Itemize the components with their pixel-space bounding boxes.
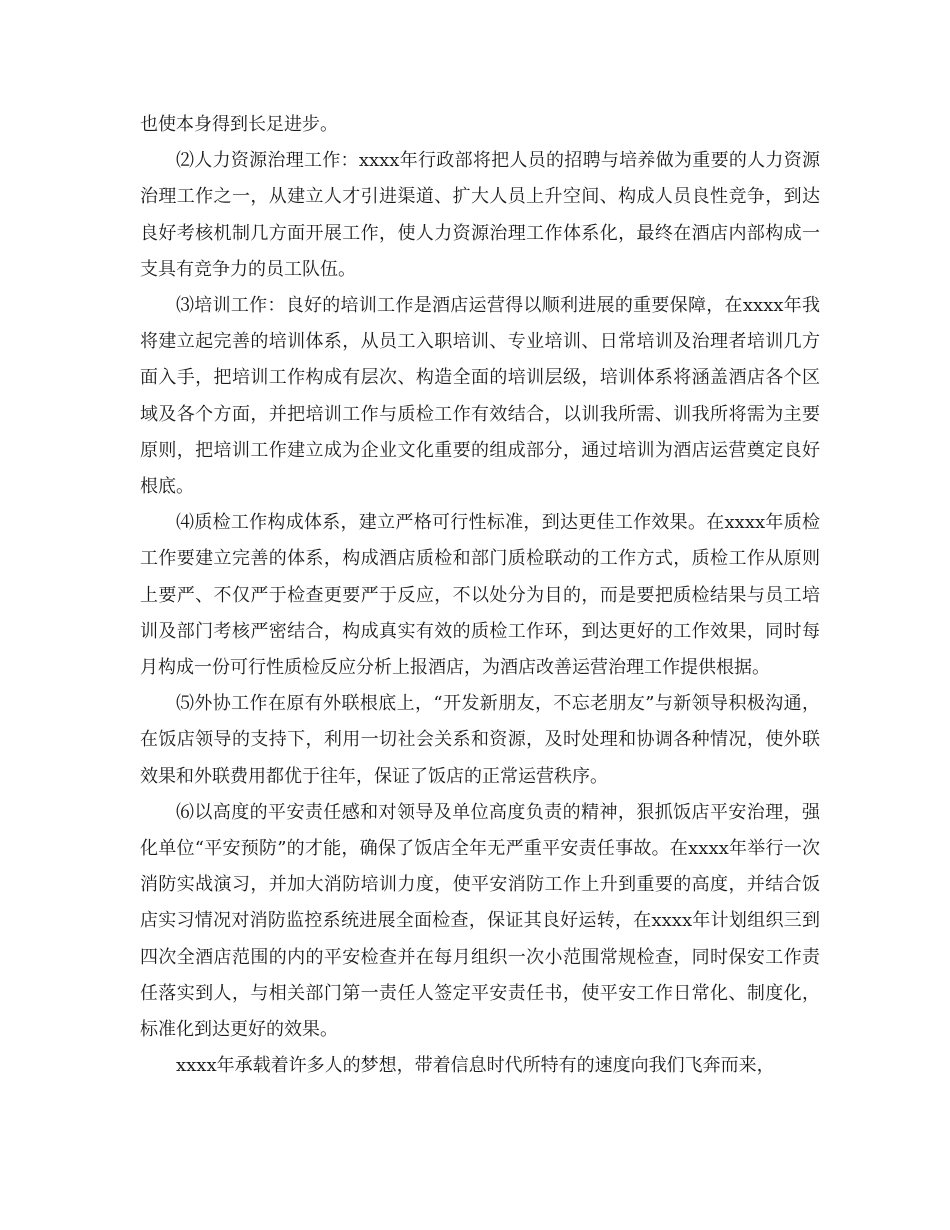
paragraph-external-affairs: ⑸外协工作在原有外联根底上，“开发新朋友，不忘老朋友”与新领导积极沟通，在饭店领导的支持下，利用一切社会关系和资源，及时处理和协调各种情况，使外联效果和外联费用都优于往年，保证了饭店的正常运营秩序。 <box>140 693 820 787</box>
paragraph-hr-management: ⑵人力资源治理工作：xxxx年行政部将把人员的招聘与培养做为重要的人力资源治理工作之一，从建立人才引进渠道、扩大人员上升空间、构成人员良性竞争，到达良好考核机制几方面开展工作，使人力资源治理工作体系化，最终在酒店内部构成一支具有竞争力的员工队伍。 <box>140 150 820 280</box>
paragraph-outlook: xxxx年承载着许多人的梦想，带着信息时代所特有的速度向我们飞奔而来， <box>176 1055 775 1077</box>
document-page <box>140 107 820 1084</box>
paragraph-quality-inspection: ⑷质检工作构成体系，建立严格可行性标准，到达更佳工作效果。在xxxx年质检工作要建立完善的体系，构成酒店质检和部门质检联动的工作方式，质检工作从原则上要严、不仅严于检查更要严于反应，不以处分为目的，而是要把质检结果与员工培训及部门考核严密结合，构成真实有效的质检工作环，到达更好的工作效果，同时每月构成一份可行性质检反应分析上报酒店，为酒店改善运营治理工作提供根据。 <box>140 512 820 679</box>
paragraph-training: ⑶培训工作：良好的培训工作是酒店运营得以顺利进展的重要保障，在xxxx年我将建立起完善的培训体系，从员工入职培训、专业培训、日常培训及治理者培训几方面入手，把培训工作构成有层次、构造全面的培训层级，培训体系将涵盖酒店各个区域及各个方面，并把培训工作与质检工作有效结合，以训我所需、训我所将需为主要原则，把培训工作建立成为企业文化重要的组成部分，通过培训为酒店运营奠定良好根底。 <box>140 295 820 498</box>
paragraph-continuation: 也使本身得到长足进步。 <box>140 114 338 135</box>
paragraph-safety: ⑹以高度的平安责任感和对领导及单位高度负责的精神，狠抓饭店平安治理，强化单位“平安预防”的才能，确保了饭店全年无严重平安责任事故。在xxxx年举行一次消防实战演习，并加大消防培训力度，使平安消防工作上升到重要的高度，并结合饭店实习情况对消防监控系统进展全面检查，保证其良好运转，在xxxx年计划组织三到四次全酒店范围的内的平安检查并在每月组织一次小范围常规检查，同时保安工作责任落实到人，与相关部门第一责任人签定平安责任书，使平安工作日常化、制度化，标准化到达更好的效果。 <box>140 801 820 1041</box>
